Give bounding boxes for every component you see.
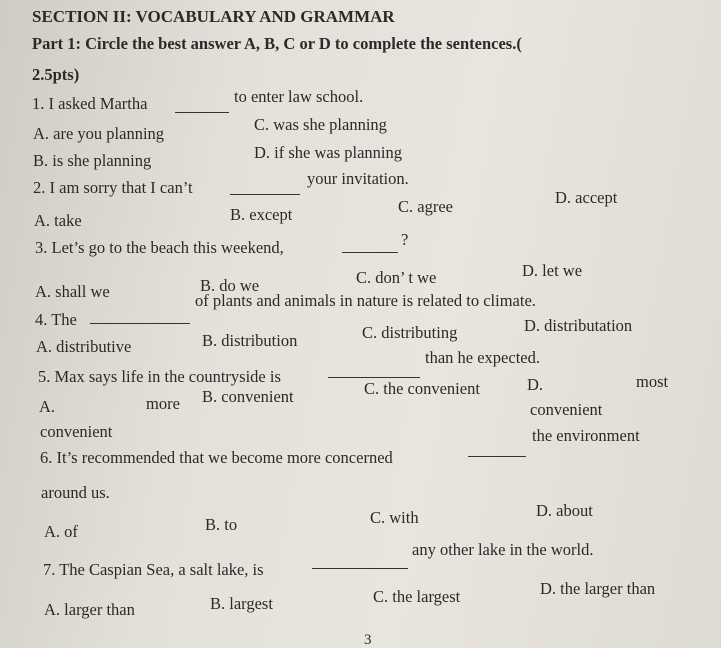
q1-blank [175, 111, 229, 113]
q5-stem-end: than he expected. [425, 348, 540, 367]
q4-option-b[interactable]: B. distribution [202, 331, 298, 350]
q6-stem-end: the environment [532, 426, 640, 445]
q2-option-d[interactable]: D. accept [555, 188, 618, 207]
q3-stem-start: 3. Let’s go to the beach this weekend, [35, 238, 284, 257]
q5-option-a-word1[interactable]: more [146, 394, 180, 413]
q5-option-a-letter[interactable]: A. [39, 397, 56, 416]
q7-stem-end: any other lake in the world. [412, 540, 594, 559]
section-title: SECTION II: VOCABULARY AND GRAMMAR [32, 7, 395, 26]
q7-option-a[interactable]: A. larger than [44, 600, 135, 619]
q5-option-d-word2[interactable]: convenient [530, 400, 603, 419]
q7-option-d[interactable]: D. the larger than [540, 579, 656, 598]
q5-stem-start: 5. Max says life in the countryside is [38, 367, 281, 386]
q2-option-c[interactable]: C. agree [398, 197, 453, 216]
q3-option-b[interactable]: B. do we [200, 276, 260, 295]
q1-stem-start: 1. I asked Martha [32, 94, 148, 113]
q6-blank [468, 455, 526, 457]
q2-option-b[interactable]: B. except [230, 205, 293, 224]
q2-stem-start: 2. I am sorry that I can’t [33, 178, 193, 197]
q3-blank [342, 251, 398, 253]
q4-option-d[interactable]: D. distributation [524, 316, 633, 335]
q5-option-c[interactable]: C. the convenient [364, 379, 480, 398]
q1-stem-end: to enter law school. [234, 87, 364, 106]
q3-option-a[interactable]: A. shall we [35, 282, 110, 301]
q3-option-c[interactable]: C. don’ t we [356, 268, 437, 287]
q5-option-d-letter[interactable]: D. [527, 375, 544, 394]
part-title-line2: 2.5pts) [32, 65, 80, 84]
q2-option-a[interactable]: A. take [34, 211, 82, 230]
q2-blank [230, 193, 300, 195]
q7-option-c[interactable]: C. the largest [373, 587, 461, 606]
q6-option-b[interactable]: B. to [205, 515, 238, 534]
q7-blank [312, 567, 408, 569]
q3-option-d[interactable]: D. let we [522, 261, 583, 280]
q7-option-b[interactable]: B. largest [210, 594, 273, 613]
q5-option-d-word1[interactable]: most [636, 372, 669, 391]
q4-blank [90, 322, 190, 324]
q5-option-b[interactable]: B. convenient [202, 387, 294, 406]
q1-option-d[interactable]: D. if she was planning [254, 143, 403, 162]
part-title-line1: Part 1: Circle the best answer A, B, C or D to complete the sentences.( [32, 34, 522, 53]
q4-option-a[interactable]: A. distributive [36, 337, 132, 356]
q1-option-b[interactable]: B. is she planning [33, 151, 152, 170]
q4-option-c[interactable]: C. distributing [362, 323, 458, 342]
q6-option-a[interactable]: A. of [44, 522, 78, 541]
q5-blank [328, 376, 420, 378]
page-number: 3 [364, 632, 372, 648]
q3-stem-end: ? [401, 230, 409, 249]
q6-option-c[interactable]: C. with [370, 508, 419, 527]
q1-option-c[interactable]: C. was she planning [254, 115, 387, 134]
q1-option-a[interactable]: A. are you planning [33, 124, 165, 143]
q4-stem-end: of plants and animals in nature is related to climate. [195, 291, 536, 310]
q2-stem-end: your invitation. [307, 169, 409, 188]
q6-stem-start: 6. It’s recommended that we become more concerned [40, 448, 393, 467]
q6-option-d[interactable]: D. about [536, 501, 593, 520]
q4-stem-start: 4. The [35, 310, 77, 329]
q6-stem-continuation: around us. [41, 483, 110, 502]
q5-option-a-word2[interactable]: convenient [40, 422, 113, 441]
q7-stem-start: 7. The Caspian Sea, a salt lake, is [43, 560, 264, 579]
